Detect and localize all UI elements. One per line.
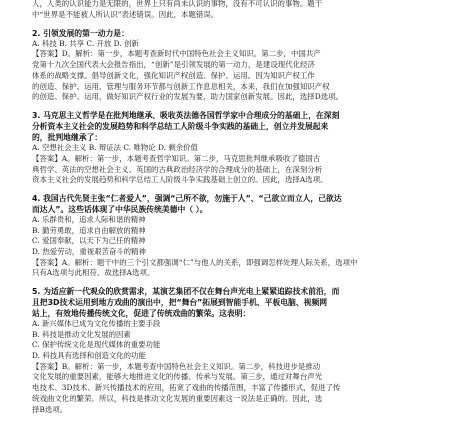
answer-line: 【答案】A。解析：第一步，本题考查哲学知识。第二步，马克思批判继承吸收了德国古: [32, 153, 321, 163]
answer-line: 【答案】B。解析：第一步，本题考查中国特色社会主义知识。第二步，科技进步是推动: [32, 361, 321, 371]
option-line: C. 保护传统文化是现代媒体的重要功能: [32, 340, 161, 350]
answer-line: 的创造、保护、运用、管理与服务环节都与创新工作息息相关，本来，我们在加强知识产权: [32, 81, 330, 91]
question-title: 站上，有效地传播传统文化，促进了传统戏曲的繁荣。这表明：: [32, 309, 251, 319]
text-line: 中“世界是不能被人所认识”表述错误。因此，本题错误。: [32, 9, 219, 19]
question-5: [32, 286, 456, 415]
option-line: A. 空想社会主义 B. 辩证法 C. 唯物论 D. 剩余价值: [32, 143, 198, 153]
intro-paragraph: [32, 0, 456, 21]
answer-line: 统戏曲文化的繁荣。所以，科技是推动文化发展的重要因素这一说法是正确的。因此，选: [32, 393, 323, 403]
answer-line: 只有A选项与此相符。故选择A选项。: [32, 268, 155, 278]
answer-line: 择B选项。: [32, 404, 68, 414]
question-title: 的，批判地继承了：: [32, 133, 103, 143]
text-line: 人，人类的认识能力是无限的，世界上只有尚未认识的事物，没有不可认识的事物。题干: [32, 0, 323, 8]
question-title: 2. 引领发展的第一动力是：: [32, 28, 129, 38]
option-line: A. 科技 B. 共享 C. 开放 D. 创新: [32, 38, 139, 48]
question-4: [32, 193, 456, 279]
answer-line: 文化发展的重要因素，能够大地推进文化的传播、传承与发展。第三步，通过对舞台声光: [32, 372, 323, 382]
option-line: B. 科技是推动文化发展的因素: [32, 329, 131, 339]
answer-line: 【答案】D。解析：第一步，本题考查新时代中国特色社会主义知识。第二步，中国共产: [32, 49, 321, 59]
option-line: B. 勤劳勇敢，追求自由解放的精神: [32, 225, 146, 235]
question-title: 4. 我国古代先贤主张“仁者爱人”，强调“己所不欲，勿施于人”、“己欲立而立人，己欲达: [32, 194, 342, 204]
answer-line: 体系的战略支撑。倡导创新文化，强化知识产权创造、保护、运用。因为知识产权工作: [32, 70, 315, 80]
question-2: [32, 28, 456, 104]
option-line: D. 科技具有选择和创造文化的功能: [32, 350, 146, 360]
answer-line: 的创造、保护、运用，做好知识产权行业的发展为要，助力国家创新发展。因此，选择D选项。: [32, 92, 344, 102]
question-title: 5. 为适应新一代观众的欣赏需求，某演艺集团不仅在舞台声光电上紧紧追踪技术前沿，而: [32, 287, 340, 297]
option-line: A. 乐群贵和，追求人际和谐的精神: [32, 215, 146, 225]
option-line: D. 热爱劳动，重视艰苦奋斗的精神: [32, 246, 146, 256]
answer-line: 电技术、3D技术、新兴传播技术的应用，拓宽了戏曲的传播范围，丰富了传播形式，促进了传: [32, 383, 341, 393]
option-line: C. 爱国奉献，以天下为己任的精神: [32, 236, 146, 246]
question-title: 3. 马克思主义哲学是在批判地继承、吸收英法德各国哲学家中合理成分的基础上，在深刻: [32, 111, 340, 121]
question-title: 且把3D技术运用到地方戏曲的演出中，把“舞台”拓展到智能手机、平板电脑、视频网: [32, 298, 328, 308]
answer-line: 典哲学、英法的空想社会主义、英国的古典政治经济学的合理成分的基础上，在深刻分析: [32, 164, 323, 174]
question-title: 分析资本主义社会的发展趋势和科学总结工人阶级斗争实践的基础上，创立并发展起来: [32, 122, 329, 132]
answer-line: 党第十九次全国代表大会报告指出，“创新”是引领发展的第一动力，是建设现代化经济: [32, 59, 315, 69]
answer-line: 【答案】A。解析：题干中的三个引文都强调“仁”与他人的关系，即强调怎样处理人际关系，选项中: [32, 257, 358, 267]
option-line: A. 新兴媒体已成为文化传播的主要手段: [32, 319, 161, 329]
question-3: [32, 110, 456, 186]
answer-line: 资本主义社会的发展趋势和科学总结工人阶级斗争实践基础上创立的。因此，选择A选项。: [32, 175, 328, 185]
question-title: 而达人”。这些话体现了中华民族传统美德中（ ）。: [32, 205, 208, 215]
